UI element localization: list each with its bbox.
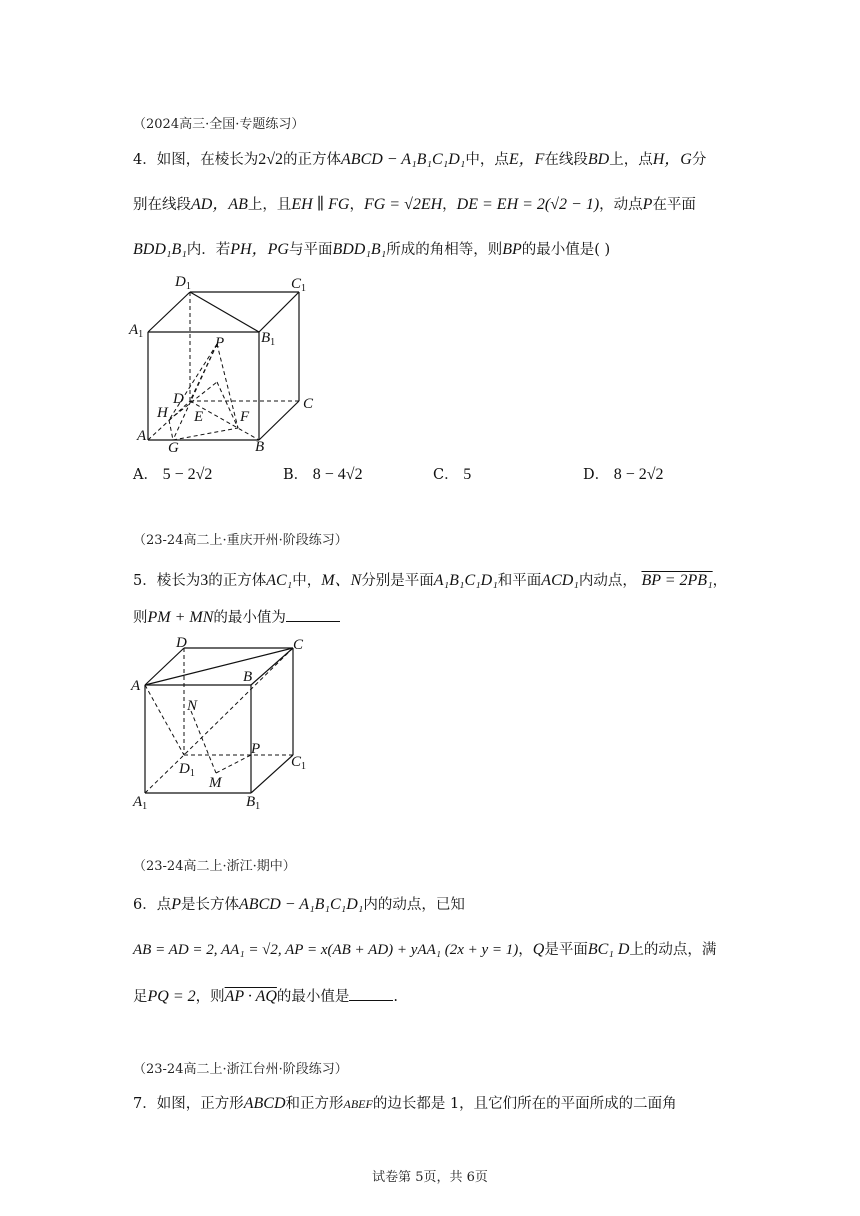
label-E: E [194,409,204,425]
edge-D1B1 [190,292,259,332]
label-M: M [209,775,222,791]
q5-source: （23-24高二上·重庆开州·阶段练习） [133,533,348,548]
label-A1: $A_1$ [133,794,148,812]
q5-vector-equation: BP = 2PB₁ [641,572,713,589]
q4-fg-equation: FG = √2EH [363,196,443,213]
segment-GF [173,428,238,440]
segment-HG [169,420,173,440]
label-D: D [176,635,187,651]
q6-line1: 6．点P是长方体ABCD − A₁B₁C₁D₁内的动点，已知 [133,896,465,913]
label-B: B [255,439,265,455]
label-A1: $A_1$ [129,322,144,340]
q4-parallel-condition: EH ∥ FG [291,196,350,213]
label-F: F [240,409,250,425]
label-G: G [168,440,179,456]
q7-source: （23-24高二上·浙江台州·阶段练习） [133,1062,348,1077]
label-D1: $D_1$ [179,761,195,779]
q4-option-c[interactable]: C． 5 [433,466,472,483]
edge-BC [259,401,299,440]
q5-line1: 5．棱长为3的正方体AC₁中，M、N分别是平面A₁B₁C₁D₁和平面ACD₁内动点， BP = 2PB₁， [133,572,728,589]
q5-line2: 则PM + MN的最小值为 [133,607,340,628]
label-H: H [157,405,168,421]
q4-cube-figure [125,268,325,458]
label-C1: $C_1$ [291,754,307,772]
edge-AC [145,648,293,685]
q6-dot-expression: AP · AQ [224,988,277,1005]
label-A: A [131,678,141,694]
q4-option-d[interactable]: D． 8 − 2√2 [583,466,664,483]
q4-cube-name: ABCD − A₁B₁C₁D₁ [341,151,466,168]
label-C1: $C_1$ [291,276,307,294]
q4-option-a[interactable]: A． 5 − 2√2 [133,466,213,483]
q4-de-equation: DE = EH = 2(√2 − 1) [456,196,600,213]
q4-option-b[interactable]: B． 8 − 4√2 [283,466,363,483]
label-B1: $B_1$ [246,794,261,812]
edge-B1C1 [251,755,293,793]
q6-line3: 足PQ = 2，则AP · AQ的最小值是 . [133,988,399,1005]
q4-plane: BDD₁B₁ [133,241,187,258]
label-C: C [303,396,314,412]
edge-AD [145,648,184,685]
q5-answer-blank[interactable] [286,607,340,622]
label-C: C [293,637,304,653]
label-B: B [243,669,253,685]
label-B1: $B_1$ [261,330,276,348]
q7-number: 7． [133,1096,157,1112]
q6-line2: AB = AD = 2, AA₁ = √2, AP = x(AB + AD) + yAA₁ (2x + y = 1)，Q是平面BC₁ D上的动点，满 [133,941,717,958]
q4-figure-labels [128,274,314,456]
q5-cube-figure [125,633,325,813]
page-footer: 试卷第 5页，共 6页 [372,1170,488,1185]
q4-line1: 4．如图，在棱长为2√2的正方体ABCD − A₁B₁C₁D₁中，点E，F在线段BD上，点H，G分 [133,151,707,168]
segment-AD1 [145,685,184,755]
q4-line3: BDD₁B₁内．若PH，PG与平面BDD₁B₁所成的角相等，则BP的最小值是( ) [133,241,611,258]
q5-figure-labels [130,635,306,812]
q4-source: （2024高三·全国·专题练习） [133,117,305,132]
q6-source: （23-24高二上·浙江·期中） [133,859,296,874]
label-D: D [173,391,184,407]
segment-MP [216,755,251,773]
edge-A1D1 [148,292,190,332]
label-N: N [187,698,198,714]
q4-edge-value: 2√2 [258,151,284,168]
edge-C1B1 [259,292,299,332]
segment-CD1 [184,648,293,755]
q6-condition: AB = AD = 2, AA₁ = √2, AP = x(AB + AD) + yAA₁ (2x + y = 1) [133,942,519,958]
segment-EF [217,382,238,428]
segment-NM [191,711,216,773]
q5-number: 5． [133,573,157,589]
segment-PH [169,344,217,420]
label-D1: $D_1$ [175,274,191,292]
q6-number: 6． [133,897,157,913]
q4-line2: 别在线段AD，AB上，且EH ∥ FG，FG = √2EH，DE = EH = 2(√2 − 1)，动点P在平面 [133,196,696,213]
q6-answer-blank[interactable] [349,986,393,1001]
label-P: P [251,741,261,757]
q7-line1: 7．如图，正方形ABCD和正方形ABEF的边长都是 1，且它们所在的平面所成的二面角 [133,1095,677,1112]
label-A: A [137,428,147,444]
segment-PF [217,344,238,428]
label-P: P [215,335,225,351]
q4-number: 4． [133,152,157,168]
